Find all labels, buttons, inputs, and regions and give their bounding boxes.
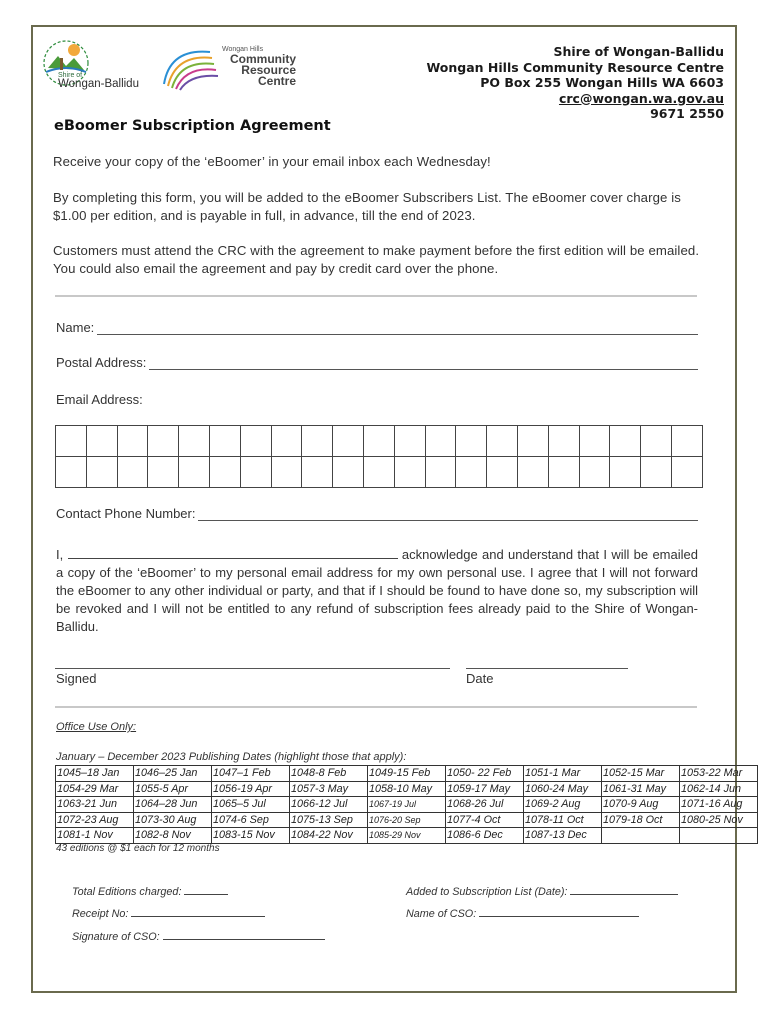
date-cell[interactable]: 1078-11 Oct bbox=[524, 812, 602, 828]
email-char-box[interactable] bbox=[271, 457, 302, 488]
email-char-box[interactable] bbox=[671, 457, 702, 488]
email-address-boxes[interactable] bbox=[55, 425, 703, 488]
dates-row bbox=[56, 766, 758, 782]
date-cell[interactable]: 1083-15 Nov bbox=[212, 828, 290, 844]
email-char-box[interactable] bbox=[148, 457, 179, 488]
email-char-box[interactable] bbox=[86, 426, 117, 457]
header-phone: 9671 2550 bbox=[650, 106, 724, 121]
intro-paragraph-1: Receive your copy of the ‘eBoomer’ in your email inbox each Wednesday! bbox=[53, 154, 491, 169]
name-label: Name: bbox=[56, 320, 95, 335]
office-use-heading: Office Use Only: bbox=[56, 721, 137, 733]
header-email-link[interactable]: crc@wongan.wa.gov.au bbox=[558, 90, 724, 106]
email-char-box[interactable] bbox=[517, 426, 548, 457]
crc-logo-text bbox=[222, 54, 296, 87]
date-cell[interactable]: 1072-23 Aug bbox=[56, 812, 134, 828]
date-cell[interactable]: 1086-6 Dec bbox=[446, 828, 524, 844]
date-cell[interactable]: 1070-9 Aug bbox=[602, 797, 680, 813]
email-char-box[interactable] bbox=[517, 457, 548, 488]
date-cell[interactable]: 1053-22 Mar bbox=[680, 766, 758, 782]
email-char-box[interactable] bbox=[56, 426, 87, 457]
email-char-box[interactable] bbox=[209, 426, 240, 457]
date-label: Date bbox=[466, 671, 494, 686]
header-line2: Wongan Hills Community Resource Centre bbox=[426, 59, 724, 75]
email-char-box[interactable] bbox=[302, 426, 333, 457]
date-cell[interactable]: 1073-30 Aug bbox=[134, 812, 212, 828]
contact-phone-field[interactable] bbox=[56, 506, 698, 521]
signature-of-cso-label: Signature of CSO: bbox=[72, 931, 160, 943]
date-cell[interactable]: 1050- 22 Feb bbox=[446, 766, 524, 782]
email-char-box[interactable] bbox=[271, 426, 302, 457]
email-char-box[interactable] bbox=[456, 426, 487, 457]
email-char-box[interactable] bbox=[363, 457, 394, 488]
receipt-no-input-line[interactable] bbox=[131, 906, 265, 917]
publishing-dates-heading: January – December 2023 Publishing Dates (highlight those that apply): bbox=[56, 751, 407, 763]
crc-logo-line3: Centre bbox=[257, 74, 296, 88]
date-cell[interactable]: 1058-10 May bbox=[368, 781, 446, 797]
email-char-box[interactable] bbox=[425, 457, 456, 488]
date-cell[interactable] bbox=[602, 828, 680, 844]
crc-logo-line2: Resource bbox=[241, 63, 296, 77]
date-cell[interactable]: 1068-26 Jul bbox=[446, 797, 524, 813]
postal-address-label: Postal Address: bbox=[56, 355, 147, 370]
date-cell[interactable]: 1074-6 Sep bbox=[212, 812, 290, 828]
added-to-list-input-line[interactable] bbox=[570, 884, 678, 895]
email-char-box[interactable] bbox=[641, 457, 672, 488]
shire-logo-small-text: Shire of bbox=[58, 72, 83, 79]
email-char-box[interactable] bbox=[209, 457, 240, 488]
name-of-cso-label: Name of CSO: bbox=[406, 908, 477, 920]
email-char-box[interactable] bbox=[179, 426, 210, 457]
shire-logo-text: Wongan-Ballidu bbox=[58, 78, 139, 90]
email-char-box[interactable] bbox=[117, 426, 148, 457]
date-cell[interactable]: 1046–25 Jan bbox=[134, 766, 212, 782]
editions-note: 43 editions @ $1 each for 12 months bbox=[56, 843, 220, 854]
date-cell[interactable] bbox=[680, 828, 758, 844]
date-cell[interactable]: 1081-1 Nov bbox=[56, 828, 134, 844]
date-cell[interactable]: 1063-21 Jun bbox=[56, 797, 134, 813]
date-cell[interactable]: 1076-20 Sep bbox=[368, 812, 446, 828]
email-char-box[interactable] bbox=[425, 426, 456, 457]
email-char-box[interactable] bbox=[548, 457, 579, 488]
total-editions-input-line[interactable] bbox=[184, 884, 228, 895]
ack-prefix: I, bbox=[56, 547, 64, 562]
date-cell[interactable]: 1067-19 Jul bbox=[368, 797, 446, 813]
added-to-list-field[interactable] bbox=[406, 884, 678, 898]
date-cell[interactable]: 1061-31 May bbox=[602, 781, 680, 797]
email-char-box[interactable] bbox=[240, 426, 271, 457]
date-cell[interactable]: 1080-25 Nov bbox=[680, 812, 758, 828]
total-editions-field[interactable] bbox=[72, 884, 228, 898]
email-address-label: Email Address: bbox=[56, 392, 143, 407]
date-cell[interactable]: 1071-16 Aug bbox=[680, 797, 758, 813]
date-cell[interactable]: 1045–18 Jan bbox=[56, 766, 134, 782]
date-cell[interactable]: 1075-13 Sep bbox=[290, 812, 368, 828]
date-cell[interactable]: 1087-13 Dec bbox=[524, 828, 602, 844]
email-box-row bbox=[56, 426, 703, 457]
dates-row bbox=[56, 781, 758, 797]
email-char-box[interactable] bbox=[56, 457, 87, 488]
email-char-box[interactable] bbox=[394, 426, 425, 457]
intro-paragraph-2: By completing this form, you will be added to the eBoomer Subscribers List. The eBoomer cover charge is $1.00 per edition, and is payable in full, in advance, till the end of 2023. bbox=[53, 190, 681, 223]
name-of-cso-input-line[interactable] bbox=[479, 906, 639, 917]
email-char-box[interactable] bbox=[148, 426, 179, 457]
date-cell[interactable]: 1048-8 Feb bbox=[290, 766, 368, 782]
receipt-no-field[interactable] bbox=[72, 906, 265, 920]
name-field[interactable] bbox=[56, 320, 698, 335]
contact-phone-label: Contact Phone Number: bbox=[56, 506, 196, 521]
date-cell[interactable]: 1085-29 Nov bbox=[368, 828, 446, 844]
date-cell[interactable]: 1055-5 Apr bbox=[134, 781, 212, 797]
name-input-line[interactable] bbox=[97, 322, 698, 335]
email-char-box[interactable] bbox=[487, 457, 518, 488]
crc-logo-line1: Community bbox=[230, 52, 296, 66]
email-box-row bbox=[56, 457, 703, 488]
date-cell[interactable]: 1056-19 Apr bbox=[212, 781, 290, 797]
divider-bottom bbox=[55, 706, 697, 708]
date-cell[interactable]: 1047–1 Feb bbox=[212, 766, 290, 782]
email-char-box[interactable] bbox=[240, 457, 271, 488]
postal-address-input-line[interactable] bbox=[149, 357, 698, 370]
dates-row bbox=[56, 797, 758, 813]
signature-line[interactable] bbox=[55, 668, 450, 669]
dates-row bbox=[56, 828, 758, 844]
header-line3: PO Box 255 Wongan Hills WA 6603 bbox=[480, 75, 724, 90]
header-line1: Shire of Wongan-Ballidu bbox=[553, 44, 724, 59]
email-char-box[interactable] bbox=[671, 426, 702, 457]
receipt-no-label: Receipt No: bbox=[72, 908, 129, 920]
email-char-box[interactable] bbox=[394, 457, 425, 488]
signature-of-cso-field[interactable] bbox=[72, 929, 325, 943]
intro-paragraph-3: Customers must attend the CRC with the agreement to make payment before the first edition will be emailed. You could also email the agreement and pay by credit card over the phone. bbox=[53, 243, 700, 276]
contact-phone-input-line[interactable] bbox=[198, 508, 698, 521]
email-char-box[interactable] bbox=[487, 426, 518, 457]
date-cell[interactable]: 1051-1 Mar bbox=[524, 766, 602, 782]
email-char-box[interactable] bbox=[579, 426, 610, 457]
date-cell[interactable]: 1084-22 Nov bbox=[290, 828, 368, 844]
date-cell[interactable]: 1079-18 Oct bbox=[602, 812, 680, 828]
date-cell[interactable]: 1052-15 Mar bbox=[602, 766, 680, 782]
email-char-box[interactable] bbox=[456, 457, 487, 488]
date-cell[interactable]: 1069-2 Aug bbox=[524, 797, 602, 813]
email-char-box[interactable] bbox=[179, 457, 210, 488]
total-editions-label: Total Editions charged: bbox=[72, 886, 182, 898]
crc-logo-top: Wongan Hills bbox=[222, 46, 264, 53]
page-title: eBoomer Subscription Agreement bbox=[54, 118, 331, 134]
email-char-box[interactable] bbox=[548, 426, 579, 457]
email-char-box[interactable] bbox=[333, 426, 364, 457]
email-char-box[interactable] bbox=[641, 426, 672, 457]
date-cell[interactable]: 1082-8 Nov bbox=[134, 828, 212, 844]
email-char-box[interactable] bbox=[610, 426, 641, 457]
date-cell[interactable]: 1049-15 Feb bbox=[368, 766, 446, 782]
ack-name-input-line[interactable] bbox=[68, 547, 398, 559]
signature-of-cso-input-line[interactable] bbox=[163, 929, 325, 940]
name-of-cso-field[interactable] bbox=[406, 906, 639, 920]
date-cell[interactable]: 1054-29 Mar bbox=[56, 781, 134, 797]
email-char-box[interactable] bbox=[86, 457, 117, 488]
date-cell[interactable]: 1064–28 Jun bbox=[134, 797, 212, 813]
dates-row bbox=[56, 812, 758, 828]
acknowledgement-paragraph bbox=[56, 546, 698, 636]
date-line[interactable] bbox=[466, 668, 628, 669]
publishing-dates-table bbox=[55, 765, 758, 844]
email-char-box[interactable] bbox=[363, 426, 394, 457]
ack-text: acknowledge and understand that I will be emailed a copy of the ‘eBoomer’ to my personal email address for my own personal use. I agree that I will not forward the eBoomer to any other individual or party, and that if I should be found to have done so, my subscription will be revoked and I will not be entitled to any refund of subscription fees already paid to the Shire of Wongan-Ballidu. bbox=[56, 547, 698, 634]
header-contact bbox=[426, 44, 724, 122]
date-cell[interactable]: 1066-12 Jul bbox=[290, 797, 368, 813]
email-char-box[interactable] bbox=[333, 457, 364, 488]
date-cell[interactable]: 1059-17 May bbox=[446, 781, 524, 797]
email-char-box[interactable] bbox=[579, 457, 610, 488]
email-char-box[interactable] bbox=[117, 457, 148, 488]
signed-label: Signed bbox=[56, 671, 97, 686]
date-cell[interactable]: 1062-14 Jun bbox=[680, 781, 758, 797]
date-cell[interactable]: 1060-24 May bbox=[524, 781, 602, 797]
added-to-list-label: Added to Subscription List (Date): bbox=[406, 886, 568, 898]
date-cell[interactable]: 1065–5 Jul bbox=[212, 797, 290, 813]
date-cell[interactable]: 1057-3 May bbox=[290, 781, 368, 797]
date-cell[interactable]: 1077-4 Oct bbox=[446, 812, 524, 828]
email-char-box[interactable] bbox=[302, 457, 333, 488]
divider-top bbox=[55, 295, 697, 297]
email-char-box[interactable] bbox=[610, 457, 641, 488]
postal-address-field[interactable] bbox=[56, 355, 698, 370]
